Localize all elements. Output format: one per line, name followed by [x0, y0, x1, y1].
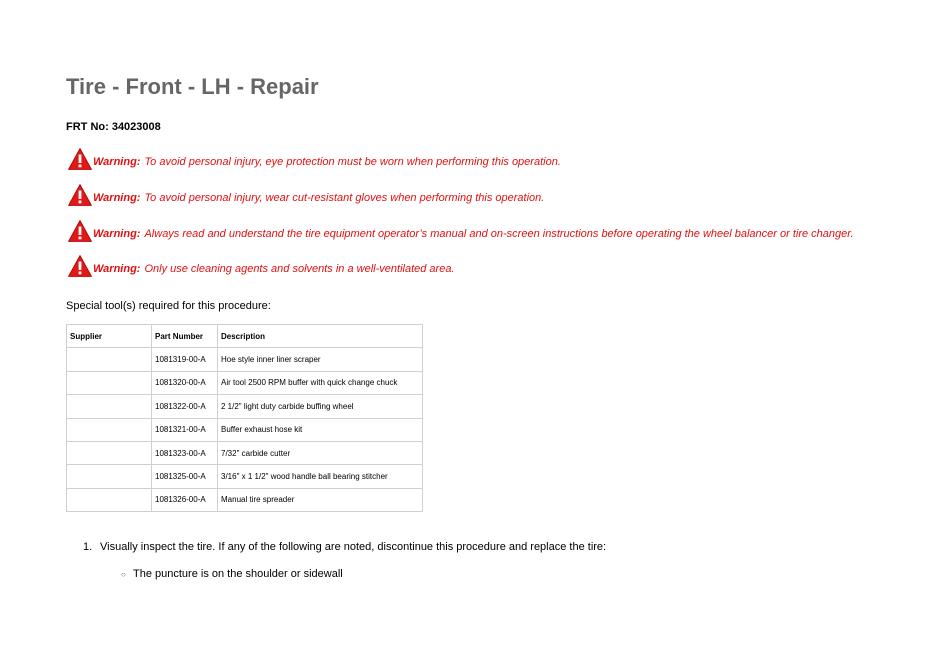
- table-row: [67, 465, 423, 488]
- cell-description: Manual tire spreader: [218, 488, 423, 511]
- frt-number: FRT No: 34023008: [66, 121, 161, 133]
- cell-description: 3/16" x 1 1/2" wood handle ball bearing stitcher: [218, 465, 423, 488]
- cell-supplier: [67, 371, 152, 394]
- warning-triangle-icon: [68, 219, 92, 243]
- warning-text: To avoid personal injury, wear cut-resistant gloves when performing this operation.: [144, 192, 545, 204]
- warning-label: Warning:: [93, 192, 141, 204]
- step-number: 1.: [83, 541, 93, 553]
- table-row: [67, 418, 423, 441]
- cell-part-number: 1081322-00-A: [152, 395, 218, 418]
- warning-label: Warning:: [93, 263, 141, 275]
- warning-label: Warning:: [93, 156, 141, 168]
- special-tools-intro: Special tool(s) required for this procedure:: [66, 300, 271, 312]
- table-row: [67, 441, 423, 464]
- warning-operator-manual: [68, 217, 854, 243]
- cell-supplier: [67, 465, 152, 488]
- cell-supplier: [67, 348, 152, 371]
- cell-supplier: [67, 488, 152, 511]
- cell-part-number: 1081323-00-A: [152, 441, 218, 464]
- cell-description: Hoe style inner liner scraper: [218, 348, 423, 371]
- warning-triangle-icon: [68, 183, 92, 207]
- cell-part-number: 1081325-00-A: [152, 465, 218, 488]
- warning-ventilation: [68, 252, 455, 278]
- table-row: [67, 348, 423, 371]
- warning-label: Warning:: [93, 228, 141, 240]
- cell-part-number: 1081321-00-A: [152, 418, 218, 441]
- cell-description: 7/32" carbide cutter: [218, 441, 423, 464]
- header-part-number: Part Number: [152, 325, 218, 348]
- special-tools-table: [66, 324, 423, 512]
- cell-supplier: [67, 441, 152, 464]
- warning-text: Only use cleaning agents and solvents in a well-ventilated area.: [144, 263, 455, 275]
- table-row: [67, 371, 423, 394]
- cell-supplier: [67, 395, 152, 418]
- bullet-circle-icon: ○: [121, 570, 126, 579]
- page-title: Tire - Front - LH - Repair: [66, 74, 319, 99]
- table-row: [67, 488, 423, 511]
- warning-triangle-icon: [68, 254, 92, 278]
- cell-part-number: 1081319-00-A: [152, 348, 218, 371]
- table-header-row: [67, 325, 423, 348]
- cell-part-number: 1081320-00-A: [152, 371, 218, 394]
- cell-description: Buffer exhaust hose kit: [218, 418, 423, 441]
- cell-description: 2 1/2" light duty carbide buffing wheel: [218, 395, 423, 418]
- warning-gloves: [68, 181, 544, 207]
- warning-triangle-icon: [68, 147, 92, 171]
- header-description: Description: [218, 325, 423, 348]
- procedure-step: [83, 541, 606, 553]
- warning-eye-protection: [68, 145, 561, 171]
- cell-part-number: 1081326-00-A: [152, 488, 218, 511]
- step-sub-item: [121, 568, 343, 580]
- warning-text: Always read and understand the tire equipment operator’s manual and on-screen instructions before operating the wheel balancer or tire changer.: [144, 228, 854, 240]
- cell-description: Air tool 2500 RPM buffer with quick change chuck: [218, 371, 423, 394]
- header-supplier: Supplier: [67, 325, 152, 348]
- table-row: [67, 395, 423, 418]
- step-text: Visually inspect the tire. If any of the following are noted, discontinue this procedure and replace the tire:: [100, 541, 607, 553]
- sub-item-text: The puncture is on the shoulder or sidewall: [133, 568, 343, 580]
- warning-text: To avoid personal injury, eye protection must be worn when performing this operation.: [144, 156, 561, 168]
- cell-supplier: [67, 418, 152, 441]
